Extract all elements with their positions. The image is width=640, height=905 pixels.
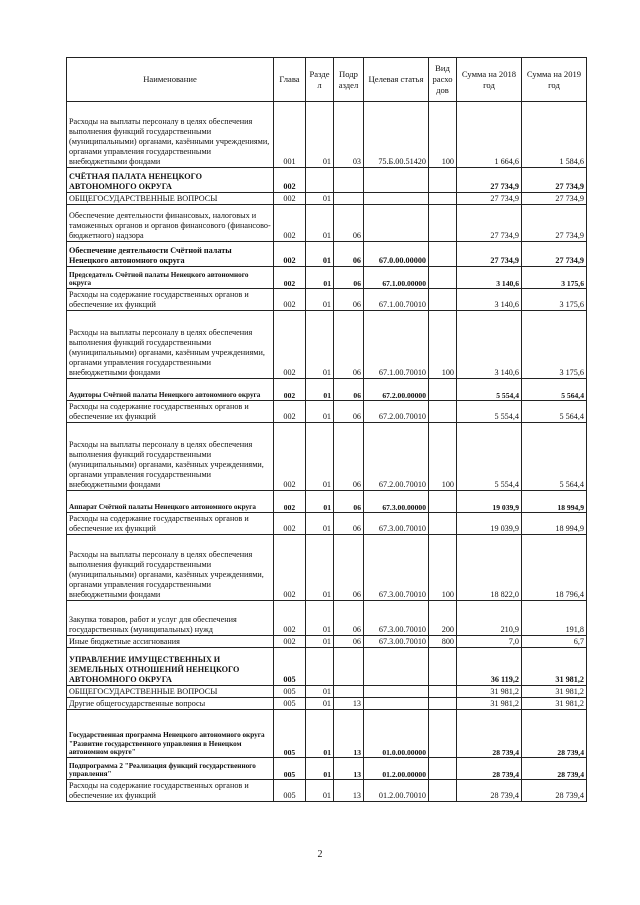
cell-target-article: 67.3.00.70010 — [364, 513, 429, 535]
table-row — [67, 780, 587, 802]
cell-chapter: 002 — [274, 168, 306, 193]
cell-name: Расходы на содержание государственных органов и обеспечение их функций — [67, 513, 274, 535]
table-row — [67, 102, 587, 168]
cell-section: 01 — [306, 379, 334, 401]
cell-name: Расходы на выплаты персоналу в целях обеспечения выполнения функций государственными (муниципальными) органами, казённых учреждениями, органами управления государственными внебюджетными фондами — [67, 535, 274, 601]
cell-target-article: 67.2.00.70010 — [364, 401, 429, 423]
cell-name: Другие общегосударственные вопросы — [67, 698, 274, 710]
cell-section: 01 — [306, 535, 334, 601]
cell-chapter: 002 — [274, 401, 306, 423]
table-row — [67, 513, 587, 535]
cell-section: 01 — [306, 205, 334, 242]
cell-sum-2019: 27 734,9 — [522, 205, 587, 242]
header-target-article: Целевая статья — [364, 58, 429, 102]
cell-section: 01 — [306, 710, 334, 758]
cell-chapter: 001 — [274, 102, 306, 168]
cell-sum-2019: 27 734,9 — [522, 168, 587, 193]
cell-chapter: 005 — [274, 698, 306, 710]
cell-subsection: 06 — [334, 311, 364, 379]
cell-section: 01 — [306, 601, 334, 636]
budget-table-sheet — [66, 57, 586, 802]
cell-chapter: 002 — [274, 636, 306, 648]
cell-subsection: 06 — [334, 535, 364, 601]
cell-subsection: 06 — [334, 289, 364, 311]
cell-target-article: 67.1.00.70010 — [364, 311, 429, 379]
cell-sum-2019: 31 981,2 — [522, 698, 587, 710]
cell-chapter: 002 — [274, 601, 306, 636]
table-row — [67, 168, 587, 193]
table-row — [67, 601, 587, 636]
cell-sum-2018: 28 739,4 — [457, 780, 522, 802]
cell-target-article: 67.3.00.70010 — [364, 535, 429, 601]
table-row — [67, 289, 587, 311]
cell-sum-2018: 5 554,4 — [457, 379, 522, 401]
cell-subsection: 06 — [334, 379, 364, 401]
table-row — [67, 491, 587, 513]
cell-sum-2019: 5 564,4 — [522, 379, 587, 401]
cell-name: Закупка товаров, работ и услуг для обеспечения государственных (муниципальных) нужд — [67, 601, 274, 636]
header-chapter: Глава — [274, 58, 306, 102]
cell-subsection: 06 — [334, 242, 364, 267]
header-name: Наименование — [67, 58, 274, 102]
table-row — [67, 636, 587, 648]
cell-sum-2019: 28 739,4 — [522, 780, 587, 802]
cell-name: Аудиторы Счётной палаты Ненецкого автономного округа — [67, 379, 274, 401]
table-row — [67, 242, 587, 267]
table-row — [67, 311, 587, 379]
cell-sum-2019: 5 564,4 — [522, 401, 587, 423]
cell-sum-2018: 31 981,2 — [457, 698, 522, 710]
cell-sum-2019: 31 981,2 — [522, 648, 587, 686]
cell-chapter: 005 — [274, 686, 306, 698]
cell-section: 01 — [306, 423, 334, 491]
cell-chapter: 005 — [274, 758, 306, 780]
cell-target-article — [364, 648, 429, 686]
cell-target-article: 75.Б.00.51420 — [364, 102, 429, 168]
cell-expense-kind — [429, 491, 457, 513]
cell-name: Обеспечение деятельности Счётной палаты Ненецкого автономного округа — [67, 242, 274, 267]
cell-target-article: 67.0.00.00000 — [364, 242, 429, 267]
cell-sum-2019: 3 175,6 — [522, 289, 587, 311]
table-body — [67, 102, 587, 802]
cell-name: Государственная программа Ненецкого автономного округа "Развитие государственного управления в Ненецком автономном округе" — [67, 710, 274, 758]
cell-name: Аппарат Счётной палаты Ненецкого автономного округа — [67, 491, 274, 513]
cell-sum-2018: 27 734,9 — [457, 168, 522, 193]
cell-subsection: 13 — [334, 698, 364, 710]
cell-sum-2018: 19 039,9 — [457, 513, 522, 535]
cell-sum-2019: 28 739,4 — [522, 758, 587, 780]
cell-sum-2018: 18 822,0 — [457, 535, 522, 601]
cell-name: Обеспечение деятельности финансовых, налоговых и таможенных органов и органов финансового (финансово-бюджетного) надзора — [67, 205, 274, 242]
cell-subsection: 06 — [334, 423, 364, 491]
cell-expense-kind — [429, 401, 457, 423]
cell-target-article — [364, 698, 429, 710]
cell-sum-2018: 31 981,2 — [457, 686, 522, 698]
cell-sum-2018: 27 734,9 — [457, 242, 522, 267]
cell-target-article: 67.2.00.00000 — [364, 379, 429, 401]
cell-sum-2018: 27 734,9 — [457, 193, 522, 205]
cell-expense-kind: 100 — [429, 311, 457, 379]
table-row — [67, 758, 587, 780]
cell-expense-kind — [429, 648, 457, 686]
cell-sum-2018: 28 739,4 — [457, 710, 522, 758]
cell-name: Иные бюджетные ассигнования — [67, 636, 274, 648]
cell-target-article — [364, 168, 429, 193]
cell-chapter: 002 — [274, 289, 306, 311]
header-expense-kind: Вид расхо дов — [429, 58, 457, 102]
cell-name: Расходы на содержание государственных органов и обеспечение их функций — [67, 780, 274, 802]
cell-section: 01 — [306, 636, 334, 648]
cell-chapter: 002 — [274, 379, 306, 401]
cell-chapter: 005 — [274, 780, 306, 802]
cell-chapter: 002 — [274, 267, 306, 289]
cell-chapter: 002 — [274, 423, 306, 491]
cell-expense-kind: 100 — [429, 423, 457, 491]
cell-subsection: 06 — [334, 205, 364, 242]
cell-expense-kind: 100 — [429, 102, 457, 168]
cell-section: 01 — [306, 193, 334, 205]
cell-section — [306, 648, 334, 686]
cell-sum-2019: 28 739,4 — [522, 710, 587, 758]
cell-section: 01 — [306, 311, 334, 379]
cell-chapter: 002 — [274, 193, 306, 205]
cell-expense-kind — [429, 379, 457, 401]
cell-expense-kind — [429, 289, 457, 311]
cell-sum-2018: 28 739,4 — [457, 758, 522, 780]
table-row — [67, 205, 587, 242]
cell-sum-2019: 18 796,4 — [522, 535, 587, 601]
cell-chapter: 002 — [274, 535, 306, 601]
page-number: 2 — [317, 849, 323, 860]
table-row — [67, 648, 587, 686]
cell-target-article: 67.3.00.70010 — [364, 636, 429, 648]
cell-expense-kind — [429, 267, 457, 289]
table-row — [67, 193, 587, 205]
cell-expense-kind — [429, 698, 457, 710]
table-row — [67, 401, 587, 423]
cell-sum-2018: 3 140,6 — [457, 311, 522, 379]
header-sum-2018: Сумма на 2018 год — [457, 58, 522, 102]
cell-sum-2018: 7,0 — [457, 636, 522, 648]
cell-subsection: 13 — [334, 780, 364, 802]
cell-sum-2019: 1 584,6 — [522, 102, 587, 168]
table-row — [67, 698, 587, 710]
cell-name: Подпрограмма 2 "Реализация функций государственного управления" — [67, 758, 274, 780]
cell-name: Расходы на содержание государственных органов и обеспечение их функций — [67, 401, 274, 423]
cell-chapter: 002 — [274, 513, 306, 535]
cell-chapter: 005 — [274, 710, 306, 758]
table-row — [67, 379, 587, 401]
budget-table — [66, 57, 587, 802]
cell-sum-2018: 1 664,6 — [457, 102, 522, 168]
cell-sum-2019: 3 175,6 — [522, 267, 587, 289]
cell-name: Расходы на содержание государственных органов и обеспечение их функций — [67, 289, 274, 311]
header-sum-2019: Сумма на 2019 год — [522, 58, 587, 102]
cell-target-article: 67.1.00.00000 — [364, 267, 429, 289]
cell-expense-kind — [429, 168, 457, 193]
cell-section: 01 — [306, 780, 334, 802]
cell-expense-kind: 200 — [429, 601, 457, 636]
cell-target-article — [364, 686, 429, 698]
cell-subsection: 13 — [334, 758, 364, 780]
cell-expense-kind — [429, 242, 457, 267]
cell-subsection: 06 — [334, 636, 364, 648]
cell-expense-kind — [429, 193, 457, 205]
cell-chapter: 002 — [274, 491, 306, 513]
cell-section: 01 — [306, 698, 334, 710]
cell-sum-2018: 210,9 — [457, 601, 522, 636]
cell-subsection: 06 — [334, 267, 364, 289]
cell-section: 01 — [306, 289, 334, 311]
cell-name: Расходы на выплаты персоналу в целях обеспечения выполнения функций государственными (муниципальными) органами, казённых учреждениями, органами управления государственными внебюджетными фондами — [67, 423, 274, 491]
cell-target-article: 67.1.00.70010 — [364, 289, 429, 311]
cell-subsection: 03 — [334, 102, 364, 168]
cell-sum-2019: 18 994,9 — [522, 513, 587, 535]
cell-subsection — [334, 686, 364, 698]
cell-subsection: 06 — [334, 491, 364, 513]
cell-expense-kind: 800 — [429, 636, 457, 648]
cell-section: 01 — [306, 242, 334, 267]
cell-expense-kind — [429, 780, 457, 802]
cell-section: 01 — [306, 686, 334, 698]
cell-sum-2018: 36 119,2 — [457, 648, 522, 686]
cell-expense-kind — [429, 686, 457, 698]
cell-target-article: 67.3.00.70010 — [364, 601, 429, 636]
cell-subsection: 06 — [334, 513, 364, 535]
cell-expense-kind — [429, 758, 457, 780]
cell-name: Председатель Счётной палаты Ненецкого автономного округа — [67, 267, 274, 289]
cell-expense-kind — [429, 205, 457, 242]
table-row — [67, 535, 587, 601]
cell-section: 01 — [306, 758, 334, 780]
header-subsection: Подр аздел — [334, 58, 364, 102]
cell-subsection — [334, 193, 364, 205]
table-header — [67, 58, 587, 102]
cell-chapter: 002 — [274, 311, 306, 379]
cell-subsection — [334, 648, 364, 686]
cell-expense-kind: 100 — [429, 535, 457, 601]
cell-sum-2018: 5 554,4 — [457, 423, 522, 491]
table-row — [67, 686, 587, 698]
cell-target-article: 01.2.00.70010 — [364, 780, 429, 802]
cell-expense-kind — [429, 513, 457, 535]
cell-subsection — [334, 168, 364, 193]
cell-sum-2019: 191,8 — [522, 601, 587, 636]
table-row — [67, 423, 587, 491]
table-row — [67, 710, 587, 758]
cell-sum-2019: 27 734,9 — [522, 242, 587, 267]
cell-name: Расходы на выплаты персоналу в целях обеспечения выполнения функций государственными (муниципальными) органами, казённым учреждениями, органами управления государственными внебюджетными фондами — [67, 311, 274, 379]
cell-section: 01 — [306, 267, 334, 289]
cell-sum-2018: 3 140,6 — [457, 289, 522, 311]
table-row — [67, 267, 587, 289]
cell-sum-2018: 19 039,9 — [457, 491, 522, 513]
cell-section — [306, 168, 334, 193]
cell-sum-2019: 18 994,9 — [522, 491, 587, 513]
cell-section: 01 — [306, 102, 334, 168]
cell-target-article — [364, 193, 429, 205]
header-section: Разде л — [306, 58, 334, 102]
cell-expense-kind — [429, 710, 457, 758]
cell-chapter: 005 — [274, 648, 306, 686]
cell-name: ОБЩЕГОСУДАРСТВЕННЫЕ ВОПРОСЫ — [67, 193, 274, 205]
cell-subsection: 06 — [334, 601, 364, 636]
cell-name: ОБЩЕГОСУДАРСТВЕННЫЕ ВОПРОСЫ — [67, 686, 274, 698]
cell-section: 01 — [306, 491, 334, 513]
cell-section: 01 — [306, 401, 334, 423]
cell-subsection: 13 — [334, 710, 364, 758]
cell-sum-2019: 27 734,9 — [522, 193, 587, 205]
cell-sum-2019: 3 175,6 — [522, 311, 587, 379]
cell-target-article: 01.2.00.00000 — [364, 758, 429, 780]
cell-sum-2018: 27 734,9 — [457, 205, 522, 242]
cell-sum-2019: 6,7 — [522, 636, 587, 648]
cell-name: СЧЁТНАЯ ПАЛАТА НЕНЕЦКОГО АВТОНОМНОГО ОКРУГА — [67, 168, 274, 193]
cell-target-article: 01.0.00.00000 — [364, 710, 429, 758]
cell-sum-2018: 3 140,6 — [457, 267, 522, 289]
cell-sum-2019: 5 564,4 — [522, 423, 587, 491]
cell-chapter: 002 — [274, 205, 306, 242]
cell-subsection: 06 — [334, 401, 364, 423]
cell-name: Расходы на выплаты персоналу в целях обеспечения выполнения функций государственными (муниципальными) органами, казёнными учреждениями, органами управления государственными внебюджетными фондами — [67, 102, 274, 168]
cell-target-article — [364, 205, 429, 242]
cell-target-article: 67.2.00.70010 — [364, 423, 429, 491]
cell-section: 01 — [306, 513, 334, 535]
cell-target-article: 67.3.00.00000 — [364, 491, 429, 513]
cell-chapter: 002 — [274, 242, 306, 267]
cell-sum-2018: 5 554,4 — [457, 401, 522, 423]
cell-sum-2019: 31 981,2 — [522, 686, 587, 698]
cell-name: УПРАВЛЕНИЕ ИМУЩЕСТВЕННЫХ И ЗЕМЕЛЬНЫХ ОТНОШЕНИЙ НЕНЕЦКОГО АВТОНОМНОГО ОКРУГА — [67, 648, 274, 686]
